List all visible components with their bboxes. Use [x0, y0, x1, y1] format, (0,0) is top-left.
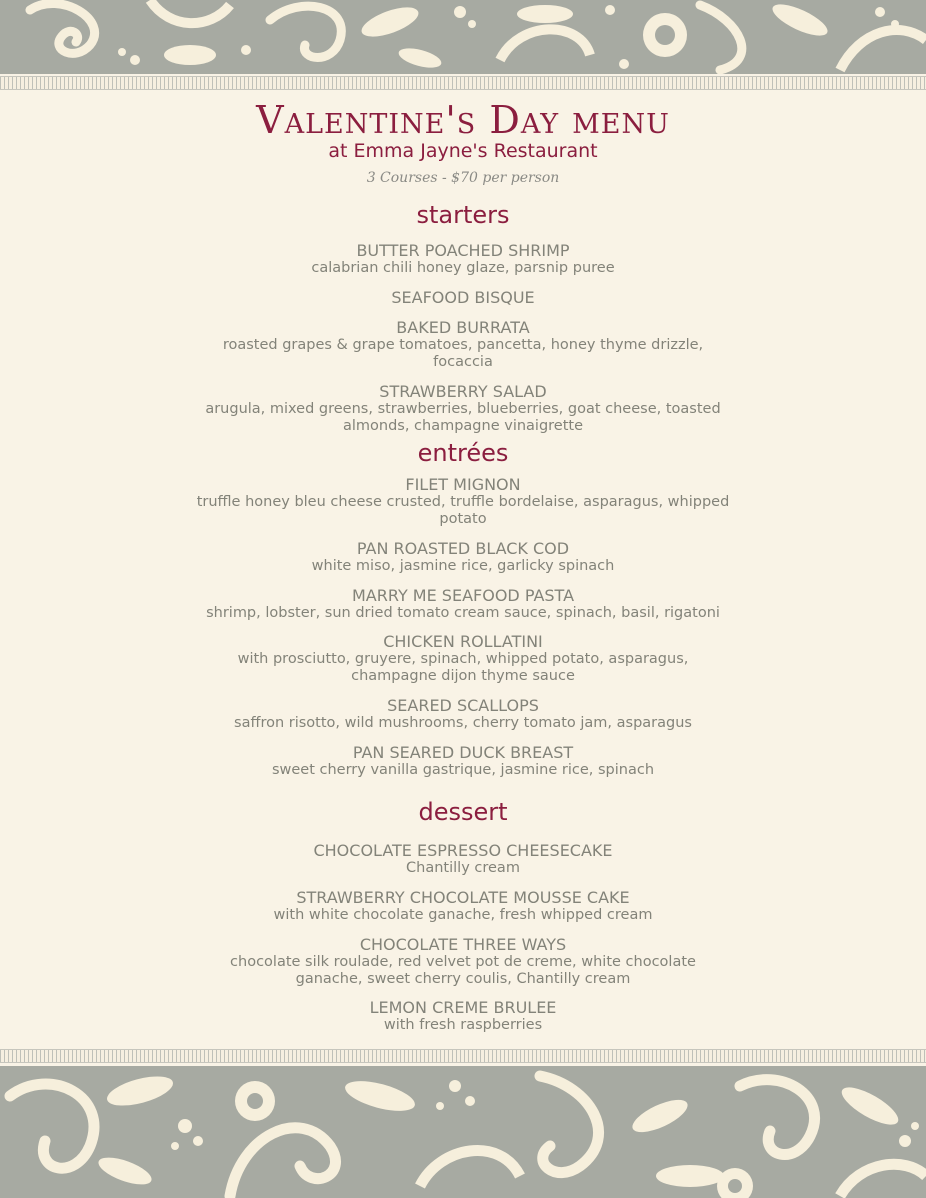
menu-item: [0, 889, 926, 924]
menu-subtitle: at Emma Jayne's Restaurant: [328, 140, 598, 162]
menu-item: [0, 744, 926, 779]
menu-item: [0, 319, 926, 371]
menu-item-description: with prosciutto, gruyere, spinach, whipped potato, asparagus, champagne dijon thyme sauce: [237, 651, 689, 684]
menu-item-description: roasted grapes & grape tomatoes, pancetta, honey thyme drizzle, focaccia: [222, 337, 704, 370]
menu-item-description: sweet cherry vanilla gastrique, jasmine rice, spinach: [271, 762, 655, 778]
menu-item-name: FILET MIGNON: [405, 475, 521, 494]
menu-item-description: truffle honey bleu cheese crusted, truffle bordelaise, asparagus, whipped potato: [196, 494, 730, 527]
top-divider-stripe: [0, 76, 926, 90]
menu-item-description: arugula, mixed greens, strawberries, blueberries, goat cheese, toasted almonds, champagne vinaigrette: [205, 401, 721, 434]
menu-item-description: Chantilly cream: [406, 860, 520, 876]
menu-item-name: STRAWBERRY CHOCOLATE MOUSSE CAKE: [296, 888, 630, 907]
menu-item-name: STRAWBERRY SALAD: [379, 382, 547, 401]
menu-item-description: calabrian chili honey glaze, parsnip puree: [311, 260, 615, 276]
damask-header-band: [0, 0, 926, 74]
menu-item: [0, 383, 926, 435]
menu-item: [0, 289, 926, 307]
menu-item-description: shrimp, lobster, sun dried tomato cream sauce, spinach, basil, rigatoni: [206, 605, 720, 621]
menu-item-name: SEAFOOD BISQUE: [391, 288, 535, 307]
menu-item-description: with fresh raspberries: [383, 1017, 543, 1033]
menu-item-name: CHOCOLATE THREE WAYS: [359, 935, 567, 954]
menu-item-name: PAN SEARED DUCK BREAST: [352, 743, 574, 762]
damask-pattern-top: [0, 0, 926, 74]
section-heading-dessert: dessert: [418, 798, 508, 826]
menu-item-description: with white chocolate ganache, fresh whipped cream: [273, 907, 653, 923]
menu-item: [0, 242, 926, 277]
menu-item-name: PAN ROASTED BLACK COD: [356, 539, 570, 558]
menu-title: Valentine's Day menu: [256, 98, 670, 142]
damask-pattern-bottom: [0, 1066, 926, 1198]
menu-item-name: LEMON CREME BRULEE: [369, 998, 557, 1017]
menu-item: [0, 999, 926, 1034]
menu-item: [0, 540, 926, 575]
menu-item-name: CHICKEN ROLLATINI: [383, 632, 543, 651]
menu-item-description: saffron risotto, wild mushrooms, cherry tomato jam, asparagus: [234, 715, 692, 731]
menu-item-description: chocolate silk roulade, red velvet pot de creme, white chocolate ganache, sweet cherry coulis, Chantilly cream: [230, 954, 696, 987]
menu-item: [0, 476, 926, 528]
menu-item-description: white miso, jasmine rice, garlicky spinach: [311, 558, 615, 574]
menu-item: [0, 587, 926, 622]
menu-item-name: BAKED BURRATA: [396, 318, 530, 337]
menu-item-name: BUTTER POACHED SHRIMP: [356, 241, 570, 260]
menu-item-name: SEARED SCALLOPS: [387, 696, 539, 715]
bottom-divider-stripe: [0, 1049, 926, 1063]
menu-item: [0, 697, 926, 732]
menu-item-name: MARRY ME SEAFOOD PASTA: [351, 586, 575, 605]
section-heading-starters: starters: [416, 201, 510, 229]
damask-footer-band: [0, 1066, 926, 1198]
section-heading-entrees: entrées: [417, 439, 509, 467]
menu-price-tagline: 3 Courses - $70 per person: [366, 170, 560, 186]
menu-item: [0, 842, 926, 877]
menu-item: [0, 633, 926, 685]
menu-item-name: CHOCOLATE ESPRESSO CHEESECAKE: [313, 841, 613, 860]
menu-item: [0, 936, 926, 988]
